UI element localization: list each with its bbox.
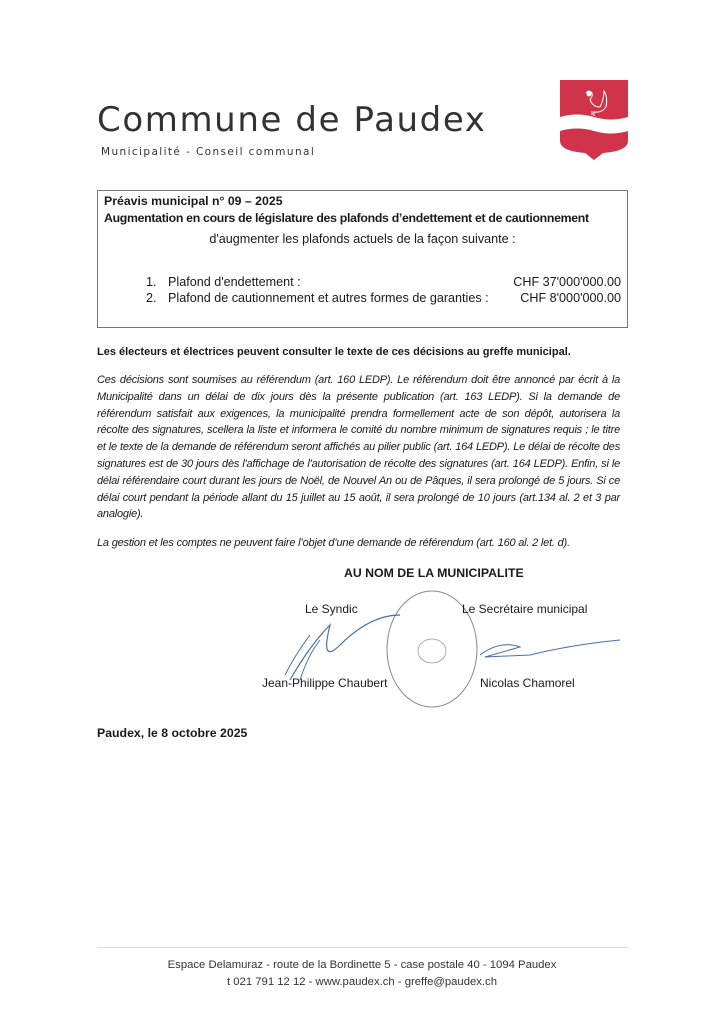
- signature-block: [97, 566, 628, 716]
- item-label: Plafond de cautionnement et autres formes de garanties :: [168, 291, 489, 305]
- document-body: [97, 190, 628, 740]
- commune-subtitle: Municipalité - Conseil communal: [101, 146, 316, 158]
- item-label: Plafond d'endettement :: [168, 275, 301, 289]
- item-number: 1.: [146, 275, 157, 289]
- notice-box: [97, 190, 628, 328]
- footer-address: Espace Delamuraz - route de la Bordinette 5 - case postale 40 - 1094 Paudex: [167, 959, 557, 971]
- footer-divider: [97, 947, 628, 948]
- notice-intro: d'augmenter les plafonds actuels de la façon suivante :: [209, 232, 516, 246]
- list-item: [146, 274, 621, 290]
- item-value: CHF 8'000'000.00: [520, 291, 621, 305]
- notice-number: Préavis municipal n° 09 – 2025: [104, 194, 283, 208]
- list-item: [146, 290, 621, 306]
- secretary-role: Le Secrétaire municipal: [462, 601, 588, 616]
- item-value: CHF 37'000'000.00: [513, 275, 621, 289]
- consult-notice: Les électeurs et électrices peuvent consulter le texte de ces décisions au greffe municipal.: [97, 346, 571, 358]
- item-number: 2.: [146, 291, 157, 305]
- commune-title: Commune de Paudex: [97, 100, 487, 140]
- referendum-paragraph: Ces décisions sont soumises au référendum (art. 160 LEDP). Le référendum doit être annoncé par écrit à la Municipalité dans un délai de dix jours dès la présente publication (art. 163 LEDP). Si la demande de référendum satisfait aux exigences, la municipalité prendra formellement acte de son dépôt, autorisera la récolte des signatures, scellera la liste et informera le comité du nombre minimum de signatures requis ; le titre et le texte de la demande de référendum seront affichés au pilier public (art. 164 LEDP). Le délai de récolte des signatures est de 30 jours dès l'affichage de l'autorisation de récolte des signatures (art. 164 LEDP). Enfin, si le délai référendaire court durant les jours de Noël, de Nouvel An ou de Pâques, il sera prolongé de 5 jours. Si ce délai court pendant la période allant du 15 juillet au 15 août, il sera prolongé de 10 jours (art.134 al. 2 et 3 par analogie).: [97, 374, 620, 521]
- notice-subject: Augmentation en cours de législature des plafonds d’endettement et de cautionnement: [104, 211, 589, 225]
- management-paragraph: La gestion et les comptes ne peuvent faire l’objet d’une demande de référendum (art. 160 al. 2 let. d).: [97, 537, 570, 550]
- footer-contact: t 021 791 12 12 - www.paudex.ch - greffe@paudex.ch: [226, 976, 497, 988]
- ceiling-list: [104, 274, 621, 306]
- coat-of-arms-logo: [559, 79, 629, 161]
- syndic-name: Jean-Philippe Chaubert: [262, 675, 388, 690]
- secretary-name: Nicolas Chamorel: [480, 675, 575, 690]
- signature-heading: AU NOM DE LA MUNICIPALITE: [344, 565, 524, 580]
- document-date: Paudex, le 8 octobre 2025: [97, 725, 248, 740]
- syndic-role: Le Syndic: [305, 601, 358, 616]
